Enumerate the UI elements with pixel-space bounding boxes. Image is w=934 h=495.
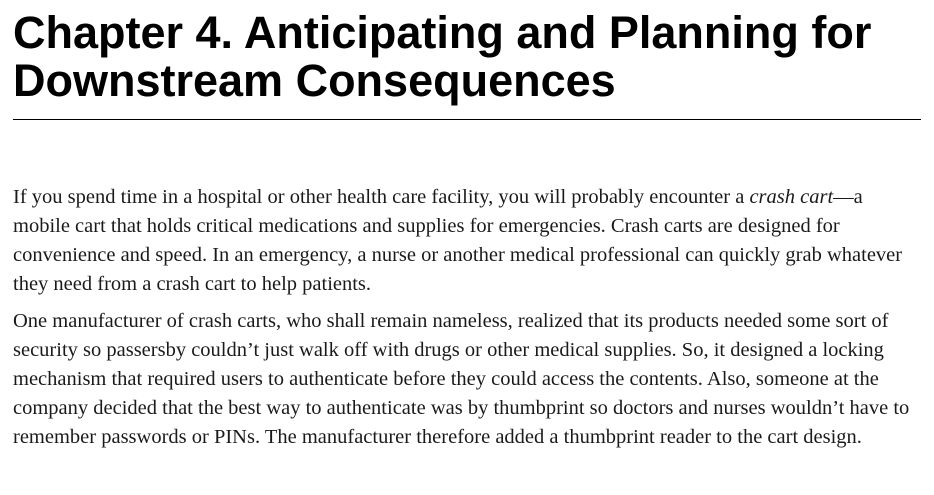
paragraph-text: —a mobile cart that holds critical medications and supplies for emergencies. Crash carts are designed for convenience and speed. In an emergency, a nurse or another medical professional can quickly grab whatever they need from a crash cart to help patients.: [13, 186, 903, 295]
paragraph-manufacturer: One manufacturer of crash carts, who shall remain nameless, realized that its products needed some sort of security so passersby couldn’t just walk off with drugs or other medical supplies. So, it designed a locking mechanism that required users to authenticate before they could access the contents. Also, someone at the company decided that the best way to authenticate was by thumbprint so doctors and nurses wouldn’t have to remember passwords or PINs. The manufacturer therefore added a thumbprint reader to the cart design.: [13, 310, 910, 448]
paragraph-text: If you spend time in a hospital or other health care facility, you will probably encounter a: [13, 186, 750, 208]
emphasized-term: crash cart: [749, 186, 834, 208]
chapter-title: Chapter 4. Anticipating and Planning for Downstream Consequences: [13, 9, 921, 120]
page-content: [13, 0, 921, 452]
paragraph-crash-cart: [13, 183, 921, 299]
